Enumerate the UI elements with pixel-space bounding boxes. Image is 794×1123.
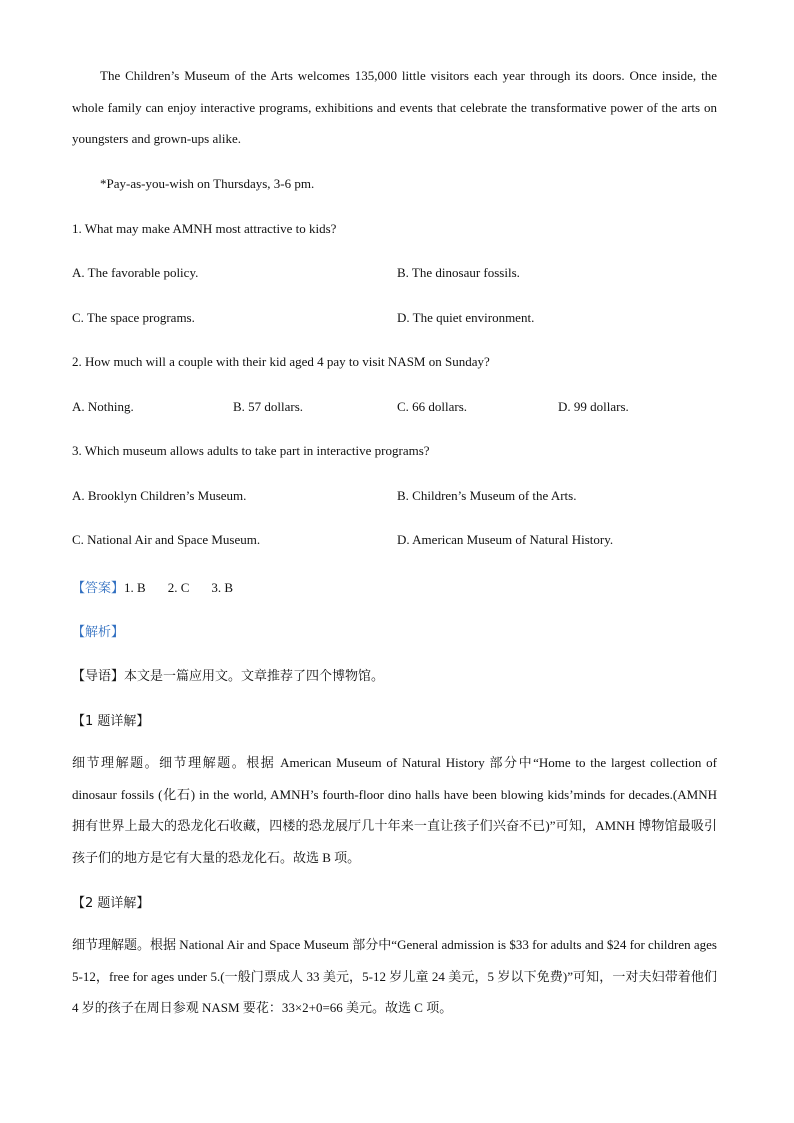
passage-note: *Pay-as-you-wish on Thursdays, 3-6 pm.: [100, 176, 315, 191]
question-3-option-c: C. National Air and Space Museum.: [72, 532, 261, 547]
question-3-option-b: B. Children’s Museum of the Arts.: [397, 488, 577, 503]
question-1-option-b: B. The dinosaur fossils.: [397, 265, 520, 280]
question-2-option-a: A. Nothing.: [72, 399, 134, 414]
question-1-option-c: C. The space programs.: [72, 310, 195, 325]
answer-item-3: 3. B: [211, 580, 234, 595]
q2-heading: 【2 题详解】: [72, 896, 150, 911]
guide-text: 本文是一篇应用文。文章推荐了四个博物馆。: [124, 669, 385, 684]
answer-label: 【答案】: [72, 581, 125, 596]
q1-analysis-text: 细节理解题。细节理解题。根据 American Museum of Natural History 部分中“Home to the largest collection of dinosaur fossils (化石) in the world, AMNH’s fourth-floor dino halls have been blowing kids’minds for decades.(AMNH 拥有世界上最大的恐龙化石收藏，四楼的恐龙展厅几十年来一直让孩子们兴奋不已)”可知，AMNH 博物馆最吸引孩子们的地方是它有大量的恐龙化石。故选 B 项。: [72, 755, 717, 865]
analysis-label: 【解析】: [72, 625, 125, 640]
question-1-option-a: A. The favorable policy.: [72, 265, 199, 280]
question-3-option-a: A. Brooklyn Children’s Museum.: [72, 488, 247, 503]
guide-label: 【导语】: [72, 669, 125, 684]
q2-analysis-text: 细节理解题。根据 National Air and Space Museum 部分中“General admission is $33 for adults and $24 for children ages 5-12，free for ages under 5.(一般门票成人 33 美元，5-12 岁儿童 24 美元，5 岁以下免费)”可知，一对夫妇带着他们 4 岁的孩子在周日参观 NASM 要花：33×2+0=66 美元。故选 C 项。: [72, 937, 717, 1015]
question-2-option-b: B. 57 dollars.: [233, 399, 304, 414]
question-3-option-d: D. American Museum of Natural History.: [397, 532, 614, 547]
question-2-option-d: D. 99 dollars.: [558, 399, 629, 414]
question-2-stem: 2. How much will a couple with their kid aged 4 pay to visit NASM on Sunday?: [72, 354, 490, 369]
q1-heading: 【1 题详解】: [72, 714, 150, 729]
question-2-option-c: C. 66 dollars.: [397, 399, 468, 414]
answer-item-2: 2. C: [167, 580, 190, 595]
passage-paragraph: The Children’s Museum of the Arts welcomes 135,000 little visitors each year through its doors. Once inside, the whole family can enjoy interactive programs, exhibitions and events that celebrate the transformative power of the arts on youngsters and grown-ups alike.: [72, 68, 717, 146]
question-1-stem: 1. What may make AMNH most attractive to kids?: [72, 221, 337, 236]
question-3-stem: 3. Which museum allows adults to take part in interactive programs?: [72, 443, 430, 458]
answer-line: [72, 577, 233, 596]
question-1-option-d: D. The quiet environment.: [397, 310, 535, 325]
guide-line: [72, 665, 384, 684]
answer-item-1: 1. B: [124, 580, 146, 595]
